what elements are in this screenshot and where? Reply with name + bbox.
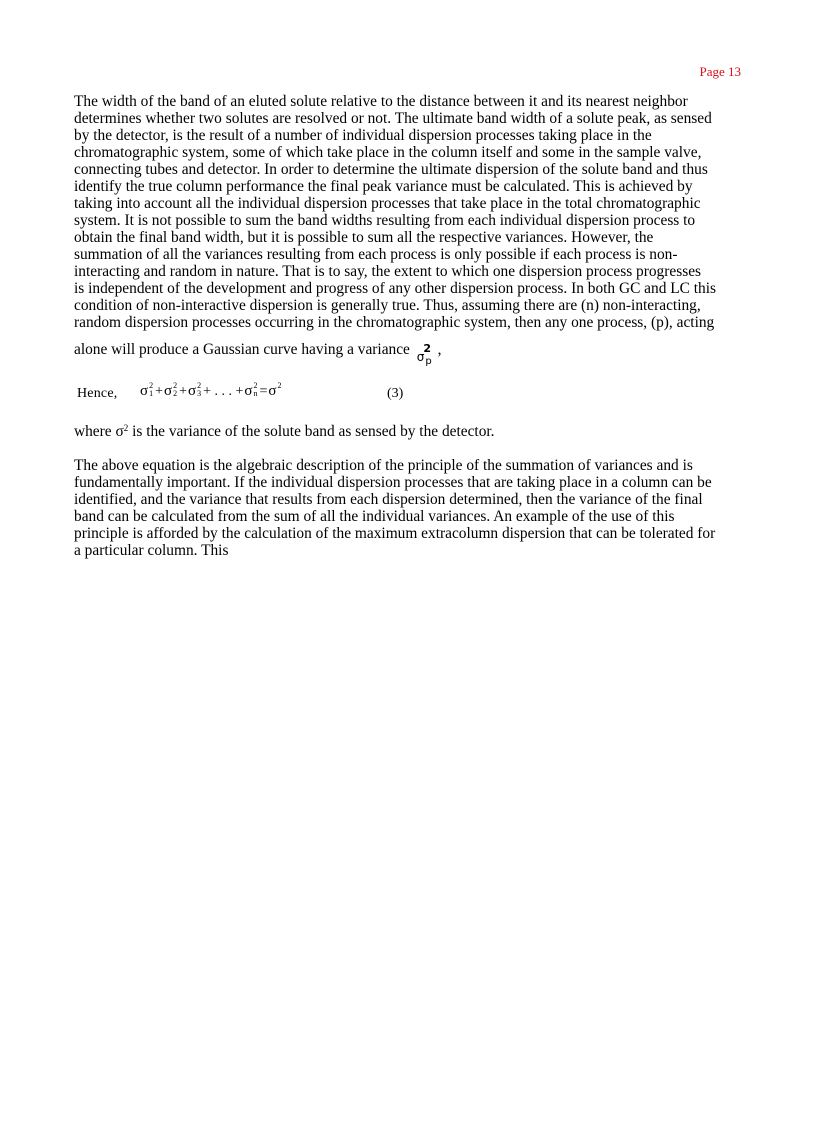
variance-subscript: p <box>425 356 432 367</box>
where-superscript: 2 <box>123 423 129 433</box>
term-sigma: σ <box>244 383 253 399</box>
equation-hence-label: Hence, <box>77 386 118 401</box>
plus-sign: + <box>179 384 187 399</box>
variance-sigma: σ <box>416 350 425 364</box>
equation-3 <box>74 380 744 407</box>
term-sub: n <box>253 388 258 398</box>
paragraph-gaussian-line <box>74 341 744 367</box>
text-line: principle is afforded by the calculation of the maximum extracolumn dispersion that can be tolerated for <box>74 525 716 542</box>
term-sup: 2 <box>173 380 178 390</box>
ellipsis: + . . . + <box>203 384 244 399</box>
text-line: identified, and the variance that results from each dispersion determined, then the variance of the final <box>74 491 703 508</box>
inline-variance-symbol <box>416 342 432 367</box>
paragraph-where <box>74 423 744 440</box>
equation-term-2 <box>164 380 178 400</box>
text-line: alone will produce a Gaussian curve having a variance <box>74 341 410 358</box>
term-sup: 2 <box>149 380 154 390</box>
text-line: The width of the band of an eluted solute relative to the distance between it and its nearest neighbor <box>74 93 688 110</box>
text-line: chromatographic system, some of which take place in the column itself and some in the sample valve, <box>74 144 702 161</box>
text-line: connecting tubes and detector. In order to determine the ultimate dispersion of the solute band and thus <box>74 161 708 178</box>
text-line: The above equation is the algebraic description of the principle of the summation of variances and is <box>74 457 693 474</box>
text-line: random dispersion processes occurring in the chromatographic system, then any one process, (p), acting <box>74 314 715 331</box>
text-line: fundamentally important. If the individual dispersion processes that are taking place in a column can be <box>74 474 712 491</box>
paragraph-band-width <box>74 93 744 331</box>
trailing-comma: , <box>437 341 442 358</box>
term-sub: 1 <box>149 388 154 398</box>
text-line: determines whether two solutes are resolved or not. The ultimate band width of a solute peak, as sensed <box>74 110 712 127</box>
equals-sign: = <box>259 384 268 399</box>
page-content <box>74 93 744 559</box>
text-line: interacting and random in nature. That is to say, the extent to which one dispersion process progresses <box>74 263 702 280</box>
equation-term-3 <box>188 380 202 400</box>
equation-body <box>140 380 282 400</box>
text-line: band can be calculated from the sum of all the individual variances. An example of the use of this <box>74 508 675 525</box>
term-sub: 2 <box>173 388 178 398</box>
page-number: Page 13 <box>699 64 741 79</box>
text-line: is independent of the development and progress of any other dispersion process. In both GC and LC this <box>74 280 717 297</box>
result-sigma: σ <box>268 383 277 399</box>
text-line: condition of non-interactive dispersion is generally true. Thus, assuming there are (n) non-interacting, <box>74 297 701 314</box>
equation-term-n <box>244 380 258 400</box>
equation-number: (3) <box>387 386 404 401</box>
term-sup: 2 <box>253 380 258 390</box>
where-prefix: where σ <box>74 423 124 440</box>
text-line: system. It is not possible to sum the band widths resulting from each individual dispersion process to <box>74 212 696 229</box>
plus-sign: + <box>155 384 163 399</box>
text-line: taking into account all the individual dispersion processes that take place in the total chromatographic <box>74 195 701 212</box>
text-line: summation of all the variances resulting from each process is only possible if each process is non- <box>74 246 678 263</box>
term-sub: 3 <box>197 388 202 398</box>
paragraph-summation-principle <box>74 457 744 559</box>
text-line: a particular column. This <box>74 542 229 559</box>
where-suffix: is the variance of the solute band as sensed by the detector. <box>128 423 495 440</box>
term-sigma: σ <box>140 383 149 399</box>
term-sigma: σ <box>164 383 173 399</box>
equation-result <box>268 380 282 400</box>
equation-term-1 <box>140 380 154 400</box>
variance-superscript: 2 <box>423 342 432 355</box>
text-line: obtain the final band width, but it is possible to sum all the respective variances. However, the <box>74 229 654 246</box>
term-sigma: σ <box>188 383 197 399</box>
result-sup: 2 <box>277 380 282 390</box>
text-line: identify the true column performance the final peak variance must be calculated. This is achieved by <box>74 178 693 195</box>
term-sup: 2 <box>197 380 202 390</box>
text-line: by the detector, is the result of a number of individual dispersion processes taking place in the <box>74 127 652 144</box>
